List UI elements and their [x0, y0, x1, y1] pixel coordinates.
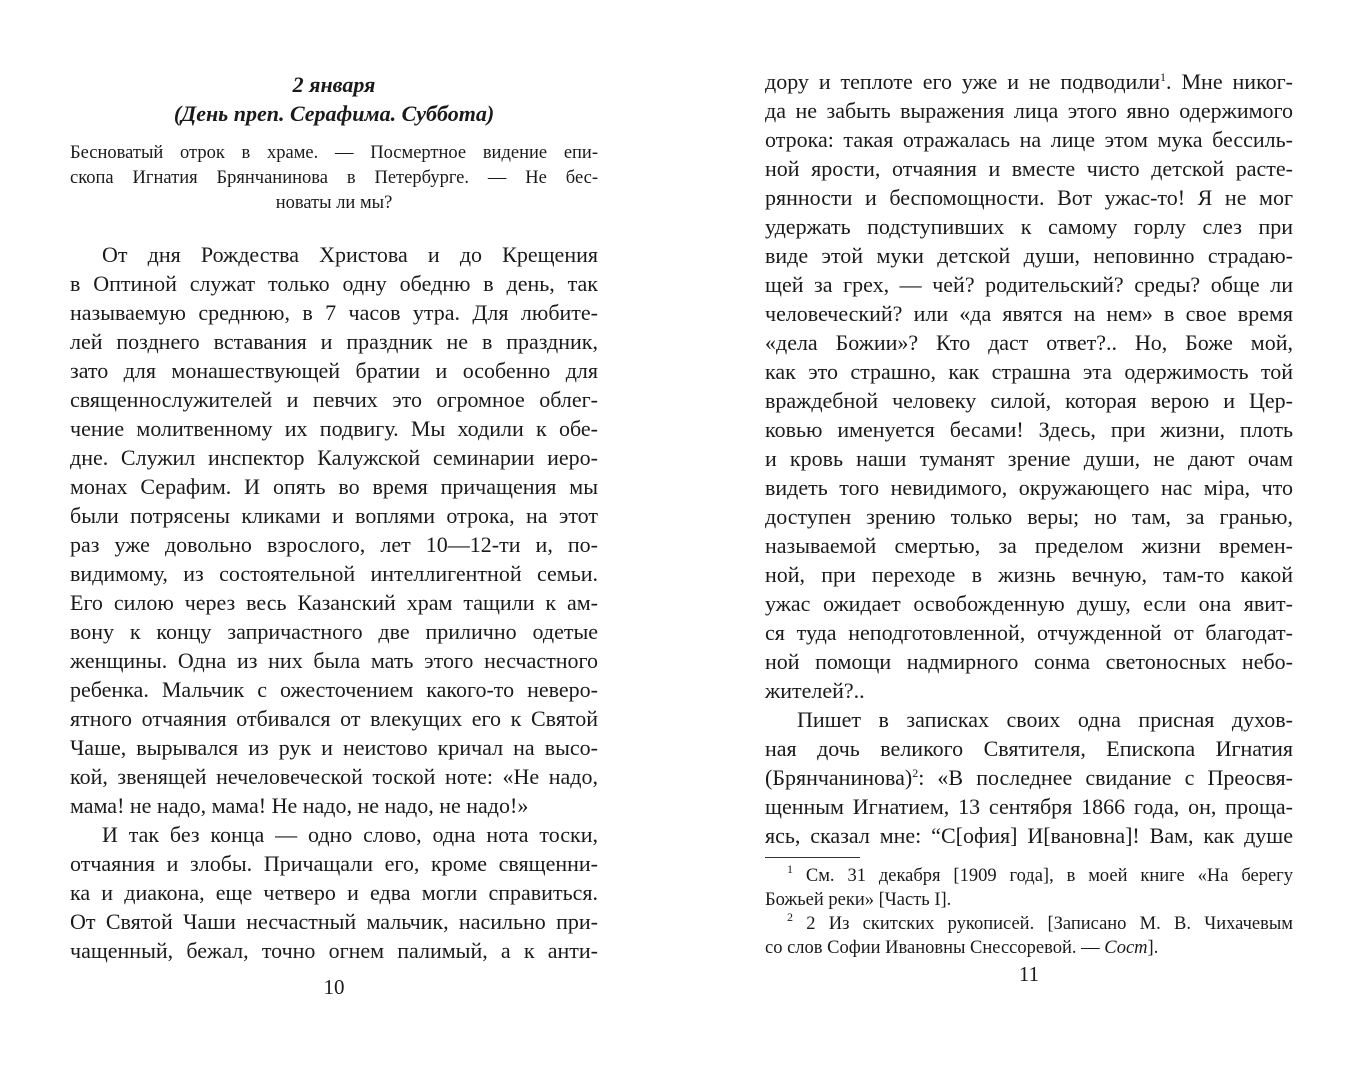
text-line: И так без конца — одно слово, одна нота тоски, — [102, 822, 598, 847]
footnote-ref[interactable]: 2 — [912, 766, 919, 780]
text-line: женщины. Одна из них была мать этого несчастного — [70, 648, 598, 673]
text-line: видимому, из состоятельной интеллигентной семьи. — [70, 561, 598, 586]
text-line: щенным Игнатием, 13 сентября 1866 года, он, проща- — [765, 794, 1293, 819]
text-line: (Брянчанинова)$^2$: «В последнее свидание с Преосвя- — [765, 765, 1293, 790]
text-line: ужас ожидает освобожденную душу, если она явит- — [765, 591, 1293, 616]
summary-line: скопа Игнатия Брянчанинова в Петербурге. — Не бес- — [70, 168, 598, 188]
text-line: ковью именуется бесами! Здесь, при жизни, плоть — [765, 417, 1293, 442]
text-line: Его силою через весь Казанский храм тащили к ам- — [70, 590, 598, 615]
text-line: ся туда неподготовленной, отчужденной от благодат- — [765, 620, 1293, 645]
summary-line: Бесноватый отрок в храме. — Посмертное видение епи- — [70, 143, 598, 163]
text-line: виде этой муки детской души, неповинно страдаю- — [765, 243, 1293, 268]
text-line: доступен зрению только веры; но там, за гранью, — [765, 504, 1293, 529]
footnote-2-cont: со слов Софии Ивановны Снессоревой. — Сост]. — [765, 938, 1159, 958]
text-line: человеческий? или «да явятся на нем» в свое время — [765, 301, 1293, 326]
text-line: как это страшно, как страшна эта одержимость той — [765, 359, 1293, 384]
text-line: лей позднего вставания и праздник не в праздник, — [70, 329, 598, 354]
text-line: удержать подступивших к самому горлу слез при — [765, 214, 1293, 239]
text-line: От дня Рождества Христова и до Крещения — [102, 242, 598, 267]
page-number: 11 — [1018, 962, 1040, 986]
text-line: да не забыть выражения лица этого явно одержимого — [765, 98, 1293, 123]
text-line: в Оптиной служат только одну обедню в день, так — [70, 271, 598, 296]
text-line: Чаше, вырывался из рук и неистово кричал на высо- — [70, 735, 598, 760]
text-line: раз уже довольно взрослого, лет 10—12-ти и, по- — [70, 532, 598, 557]
text-line: «дела Божии»? Кто даст ответ?.. Но, Боже мой, — [765, 330, 1293, 355]
text-line: мама! не надо, мама! Не надо, не надо, не надо!» — [70, 793, 529, 818]
text-line: ребенка. Мальчик с ожесточением какого-то неверо- — [70, 677, 598, 702]
text-line: чение молитвенному их подвигу. Мы ходили к обе- — [70, 416, 598, 441]
entry-day-heading: (День преп. Серафима. Суббота) — [173, 101, 495, 126]
text-line: дне. Служил инспектор Калужской семинарии иеро- — [70, 445, 598, 470]
text-line: чащенный, бежал, точно огнем палимый, а к анти- — [70, 938, 598, 963]
footnote-ref[interactable]: 1 — [1160, 70, 1167, 84]
text-line: ка и диакона, еще четверо и едва могли справиться. — [70, 880, 598, 905]
text-line: дору и теплоте его уже и не подводили$^1$. Мне никог- — [765, 69, 1293, 94]
text-line: ятного отчаяния отбивался от влекущих его к Святой — [70, 706, 598, 731]
text-line: щей за грех, — чей? родительский? среды? обще ли — [765, 272, 1293, 297]
text-line: жителей?.. — [765, 678, 865, 703]
text-line: рянности и беспомощности. Вот ужас-то! Я не мог — [765, 185, 1293, 210]
page-number: 10 — [323, 975, 345, 999]
text-line: вону к концу запричастного две прилично одетые — [70, 619, 598, 644]
text-line: Пишет в записках своих одна присная духов- — [797, 707, 1293, 732]
entry-date-heading: 2 января — [292, 72, 376, 97]
text-line: священнослужителей и певчих это огромное облег- — [70, 387, 598, 412]
text-line: называемую среднюю, в 7 часов утра. Для любите- — [70, 300, 598, 325]
text-line: кой, звенящей нечеловеческой тоской ноте: «Не надо, — [70, 764, 598, 789]
footnote-2: $^2$ 2 Из скитских рукописей. [Записано М. В. Чихачевым — [787, 910, 1294, 934]
text-line: видеть того невидимого, окружающего нас міра, что — [765, 475, 1293, 500]
text-line: зато для монашествующей братии и особенно для — [70, 358, 598, 383]
text-line: ной помощи надмирного сонма светоносных небо- — [765, 649, 1293, 674]
text-line: отрока: такая отражалась на лице этом мука бессиль- — [765, 127, 1293, 152]
text-line: ясь, сказал мне: “С[офия] И[вановна]! Вам, как душе — [765, 823, 1293, 848]
text-line: называемой смертью, за пределом жизни времен- — [765, 533, 1293, 558]
summary-line: новаты ли мы? — [275, 193, 393, 213]
text-line: ная дочь великого Святителя, Епископа Игнатия — [765, 736, 1293, 761]
footnote-1-cont: Божьей реки» [Часть I]. — [765, 890, 952, 910]
text-line: отчаяния и злобы. Причащали его, кроме священни- — [70, 851, 598, 876]
text-line: ной, при переходе в жизнь вечную, там-то какой — [765, 562, 1293, 587]
text-line: ной ярости, отчаяния и вместе чисто детской расте- — [765, 156, 1293, 181]
footnote-1: $^1$ См. 31 декабря [1909 года], в моей книге «На берегу — [787, 862, 1293, 886]
text-line: были потрясены кликами и воплями отрока, на этот — [70, 503, 598, 528]
text-line: монах Серафим. И опять во время причащения мы — [70, 474, 598, 499]
footnote-separator — [765, 857, 860, 858]
text-line: и кровь наши туманят зрение души, не дают очам — [765, 446, 1293, 471]
text-line: враждебной человеку силой, которая верою и Цер- — [765, 388, 1293, 413]
text-line: От Святой Чаши несчастный мальчик, насильно при- — [70, 909, 598, 934]
